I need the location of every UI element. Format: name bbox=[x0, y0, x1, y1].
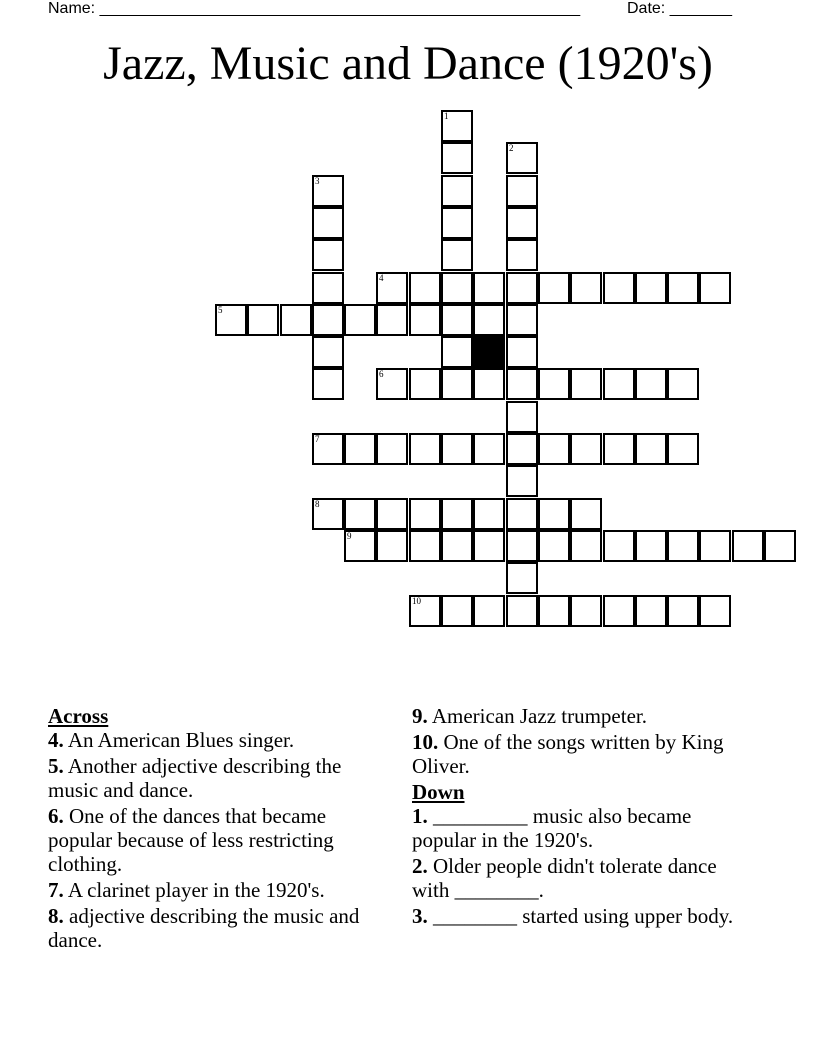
clue-across-8: 8. adjective describing the music and dance. bbox=[48, 904, 360, 952]
clue-number: 10 bbox=[412, 596, 421, 606]
answer-cell[interactable] bbox=[376, 272, 408, 304]
answer-cell[interactable] bbox=[570, 368, 602, 400]
answer-cell[interactable] bbox=[409, 304, 441, 336]
answer-cell[interactable] bbox=[538, 368, 570, 400]
clue-number: 1 bbox=[444, 111, 449, 121]
answer-cell[interactable] bbox=[570, 530, 602, 562]
answer-cell[interactable] bbox=[635, 368, 667, 400]
answer-cell[interactable] bbox=[344, 498, 376, 530]
answer-cell[interactable] bbox=[506, 207, 538, 239]
answer-cell[interactable] bbox=[699, 595, 731, 627]
answer-cell[interactable] bbox=[603, 433, 635, 465]
answer-cell[interactable] bbox=[506, 498, 538, 530]
clue-across-6: 6. One of the dances that became popular because of less restricting clothing. bbox=[48, 804, 334, 876]
clue-across-5: 5. Another adjective describing the music and dance. bbox=[48, 754, 342, 802]
answer-cell[interactable] bbox=[506, 530, 538, 562]
answer-cell[interactable] bbox=[409, 498, 441, 530]
answer-cell[interactable] bbox=[603, 595, 635, 627]
answer-cell[interactable] bbox=[538, 595, 570, 627]
answer-cell[interactable] bbox=[538, 498, 570, 530]
answer-cell[interactable] bbox=[441, 207, 473, 239]
answer-cell[interactable] bbox=[764, 530, 796, 562]
answer-cell[interactable] bbox=[538, 272, 570, 304]
answer-cell[interactable] bbox=[570, 272, 602, 304]
answer-cell[interactable] bbox=[538, 530, 570, 562]
answer-cell[interactable] bbox=[441, 433, 473, 465]
answer-cell[interactable] bbox=[376, 304, 408, 336]
answer-cell[interactable] bbox=[506, 336, 538, 368]
date-field: Date: _______ bbox=[627, 0, 732, 17]
answer-cell[interactable] bbox=[506, 433, 538, 465]
answer-cell[interactable] bbox=[409, 433, 441, 465]
answer-cell[interactable] bbox=[506, 465, 538, 497]
answer-cell[interactable] bbox=[603, 368, 635, 400]
answer-cell[interactable] bbox=[344, 530, 376, 562]
answer-cell[interactable] bbox=[409, 595, 441, 627]
answer-cell[interactable] bbox=[473, 368, 505, 400]
clue-down-2: 2. Older people didn't tolerate dance with ________. bbox=[412, 854, 717, 902]
clue-number: 6 bbox=[379, 369, 384, 379]
clue-number: 4 bbox=[379, 273, 384, 283]
clue-number: 3 bbox=[315, 176, 320, 186]
answer-cell[interactable] bbox=[667, 433, 699, 465]
answer-cell[interactable] bbox=[699, 530, 731, 562]
answer-cell[interactable] bbox=[506, 368, 538, 400]
answer-cell[interactable] bbox=[473, 530, 505, 562]
answer-cell[interactable] bbox=[312, 498, 344, 530]
answer-cell[interactable] bbox=[441, 272, 473, 304]
answer-cell[interactable] bbox=[376, 433, 408, 465]
answer-cell[interactable] bbox=[312, 207, 344, 239]
answer-cell[interactable] bbox=[506, 401, 538, 433]
answer-cell[interactable] bbox=[409, 530, 441, 562]
answer-cell[interactable] bbox=[667, 272, 699, 304]
answer-cell[interactable] bbox=[506, 562, 538, 594]
answer-cell[interactable] bbox=[538, 433, 570, 465]
answer-cell[interactable] bbox=[441, 239, 473, 271]
answer-cell[interactable] bbox=[441, 142, 473, 174]
answer-cell[interactable] bbox=[409, 272, 441, 304]
answer-cell[interactable] bbox=[667, 530, 699, 562]
answer-cell[interactable] bbox=[312, 239, 344, 271]
answer-cell[interactable] bbox=[441, 175, 473, 207]
clue-across-4: 4. An American Blues singer. bbox=[48, 728, 295, 752]
answer-cell[interactable] bbox=[441, 110, 473, 142]
across-heading: Across bbox=[48, 704, 109, 728]
answer-cell[interactable] bbox=[312, 336, 344, 368]
answer-cell[interactable] bbox=[312, 272, 344, 304]
answer-cell[interactable] bbox=[441, 498, 473, 530]
answer-cell[interactable] bbox=[376, 368, 408, 400]
answer-cell[interactable] bbox=[247, 304, 279, 336]
clue-number: 5 bbox=[218, 305, 223, 315]
answer-cell[interactable] bbox=[280, 304, 312, 336]
answer-cell[interactable] bbox=[635, 595, 667, 627]
clues-left-column bbox=[48, 704, 388, 954]
answer-cell[interactable] bbox=[441, 595, 473, 627]
answer-cell[interactable] bbox=[312, 175, 344, 207]
answer-cell[interactable] bbox=[570, 433, 602, 465]
answer-cell[interactable] bbox=[473, 498, 505, 530]
clue-number: 2 bbox=[509, 143, 514, 153]
blocked-cell bbox=[473, 336, 505, 368]
answer-cell[interactable] bbox=[506, 175, 538, 207]
down-heading: Down bbox=[412, 780, 465, 804]
answer-cell[interactable] bbox=[312, 304, 344, 336]
clue-number: 8 bbox=[315, 499, 320, 509]
name-field: Name: ______________________________________________________ bbox=[48, 0, 581, 17]
answer-cell[interactable] bbox=[506, 142, 538, 174]
answer-cell[interactable] bbox=[473, 272, 505, 304]
clue-number: 7 bbox=[315, 434, 320, 444]
answer-cell[interactable] bbox=[473, 304, 505, 336]
answer-cell[interactable] bbox=[215, 304, 247, 336]
answer-cell[interactable] bbox=[473, 433, 505, 465]
answer-cell[interactable] bbox=[635, 433, 667, 465]
answer-cell[interactable] bbox=[506, 272, 538, 304]
answer-cell[interactable] bbox=[570, 595, 602, 627]
answer-cell[interactable] bbox=[635, 530, 667, 562]
answer-cell[interactable] bbox=[473, 595, 505, 627]
answer-cell[interactable] bbox=[344, 433, 376, 465]
answer-cell[interactable] bbox=[441, 336, 473, 368]
clues-right-column bbox=[412, 704, 752, 930]
clue-number: 9 bbox=[347, 531, 352, 541]
clue-across-10: 10. One of the songs written by King Oliver. bbox=[412, 730, 724, 778]
answer-cell[interactable] bbox=[312, 433, 344, 465]
answer-cell[interactable] bbox=[376, 498, 408, 530]
answer-cell[interactable] bbox=[376, 530, 408, 562]
answer-cell[interactable] bbox=[344, 304, 376, 336]
page-title: Jazz, Music and Dance (1920's) bbox=[103, 37, 713, 90]
answer-cell[interactable] bbox=[441, 304, 473, 336]
answer-cell[interactable] bbox=[441, 368, 473, 400]
clue-across-7: 7. A clarinet player in the 1920's. bbox=[48, 878, 325, 902]
answer-cell[interactable] bbox=[570, 498, 602, 530]
answer-cell[interactable] bbox=[409, 368, 441, 400]
answer-cell[interactable] bbox=[603, 530, 635, 562]
answer-cell[interactable] bbox=[667, 368, 699, 400]
clue-down-3: 3. ________ started using upper body. bbox=[412, 904, 734, 928]
answer-cell[interactable] bbox=[667, 595, 699, 627]
clue-down-1: 1. _________ music also became popular in the 1920's. bbox=[412, 804, 692, 852]
answer-cell[interactable] bbox=[506, 239, 538, 271]
answer-cell[interactable] bbox=[312, 368, 344, 400]
answer-cell[interactable] bbox=[506, 304, 538, 336]
answer-cell[interactable] bbox=[603, 272, 635, 304]
answer-cell[interactable] bbox=[732, 530, 764, 562]
clue-across-9: 9. American Jazz trumpeter. bbox=[412, 704, 647, 728]
answer-cell[interactable] bbox=[635, 272, 667, 304]
answer-cell[interactable] bbox=[506, 595, 538, 627]
answer-cell[interactable] bbox=[441, 530, 473, 562]
answer-cell[interactable] bbox=[699, 272, 731, 304]
